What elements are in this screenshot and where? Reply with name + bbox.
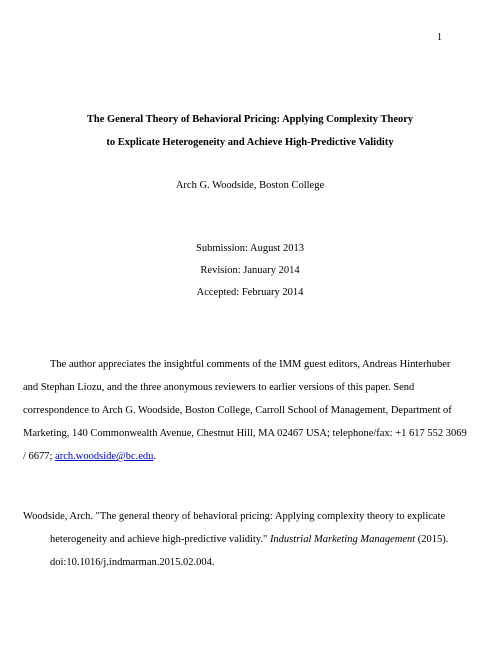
citation-line: [23, 533, 453, 556]
paper-title-line-2: to Explicate Heterogeneity and Achieve High-Predictive Validity: [106, 137, 394, 148]
citation-text: (2015).: [415, 534, 449, 545]
acknowledgement-paragraph: [23, 358, 467, 473]
citation-line: Woodside, Arch. "The general theory of behavioral pricing: Applying complexity theory to explicate: [23, 511, 446, 522]
citation-doi: doi:10.1016/j.indmarman.2015.02.004.: [50, 557, 215, 568]
acknowledgement-line: [23, 450, 443, 473]
acknowledgement-text: / 6677;: [23, 451, 56, 462]
acknowledgement-line: and Stephan Liozu, and the three anonymous reviewers to earlier versions of this paper. Send: [23, 382, 415, 393]
submission-dates: [0, 242, 500, 308]
acknowledgement-line: The author appreciates the insightful comments of the IMM guest editors, Andreas Hinterhuber: [50, 359, 451, 370]
acknowledgement-line: Marketing, 140 Commonwealth Avenue, Chestnut Hill, MA 02467 USA; telephone/fax: +1 617 552 3069: [23, 428, 467, 439]
acknowledgement-line: correspondence to Arch G. Woodside, Boston College, Carroll School of Management, Department of: [23, 405, 452, 416]
citation-paragraph: [23, 510, 453, 579]
author-affiliation: Arch G. Woodside, Boston College: [175, 180, 325, 191]
paper-title-line-1: The General Theory of Behavioral Pricing: Applying Complexity Theory: [86, 114, 414, 125]
citation-text: heterogeneity and achieve high-predictive validity.": [50, 534, 270, 545]
page-number: 1: [437, 32, 442, 43]
acknowledgement-text: .: [153, 451, 157, 462]
journal-name: Industrial Marketing Management: [269, 534, 416, 545]
submission-date: Submission: August 2013: [196, 243, 304, 254]
accepted-date: Accepted: February 2014: [196, 287, 304, 298]
revision-date: Revision: January 2014: [200, 265, 300, 276]
email-link[interactable]: arch.woodside@bc.edu: [55, 451, 154, 462]
